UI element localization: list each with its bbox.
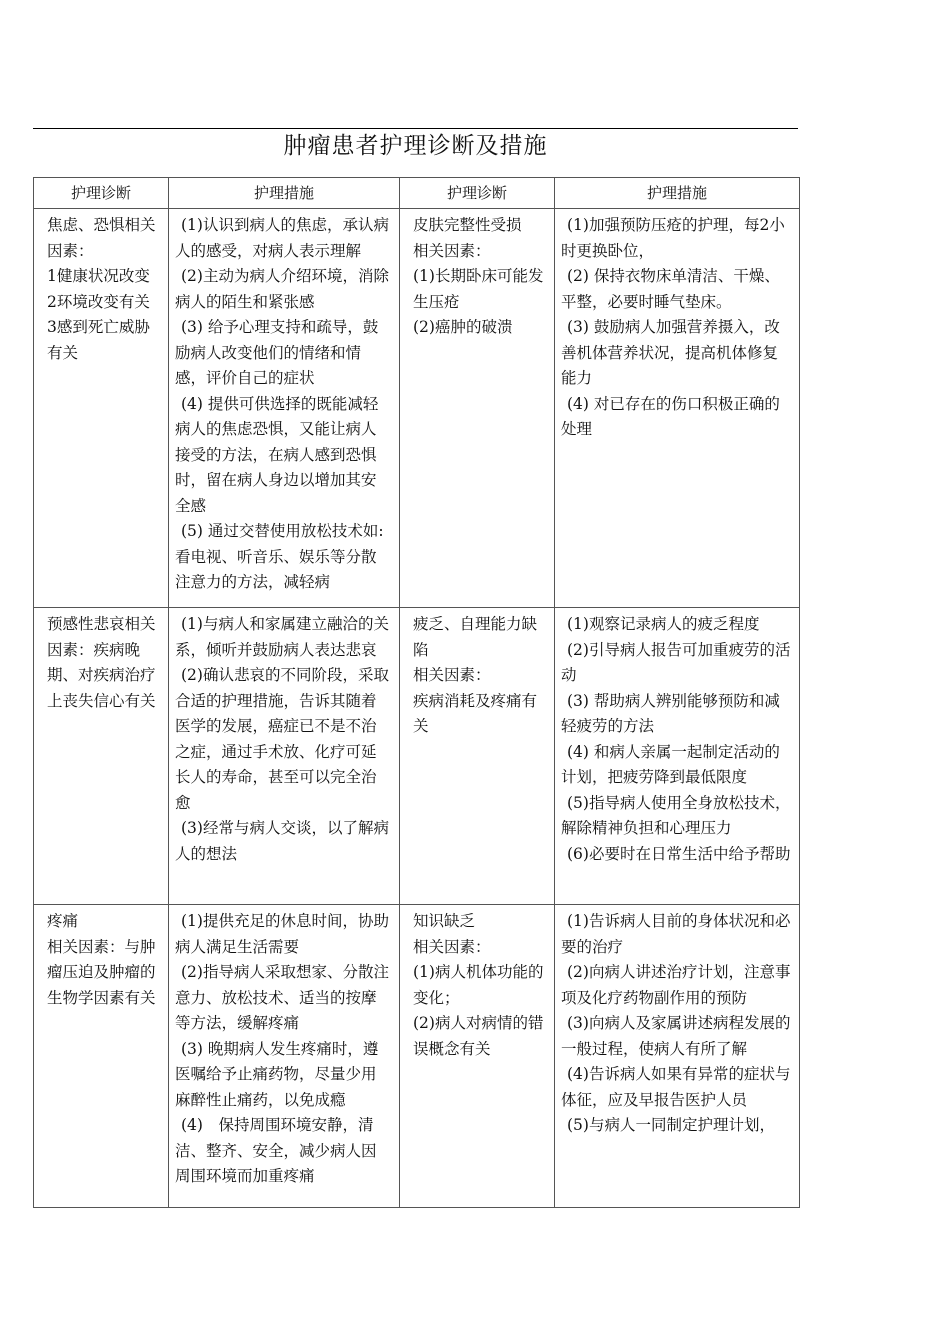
header-row — [34, 178, 800, 209]
measure-item: (2)指导病人采取想家、分散注意力、放松技术、适当的按摩等方法，缓解疼痛 — [175, 963, 389, 1032]
measure-item: (4) 提供可供选择的既能减轻病人的焦虑恐惧，又能让病人接受的方法，在病人感到恐惧时，留在病人身边以增加其安全感 — [175, 394, 379, 515]
measures-cell — [169, 608, 399, 867]
measure-item: (1)加强预防压疮的护理，每2小时更换卧位， — [561, 216, 785, 260]
diagnosis-line: 2环境改变有关 — [47, 292, 150, 311]
measure-item: (5)与病人一同制定护理计划， — [567, 1116, 775, 1134]
measure-item: (3) 鼓励病人加强营养摄入，改善机体营养状况，提高机体修复能力 — [561, 318, 780, 387]
measure-item: (1)认识到病人的焦虑，承认病人的感受，对病人表示理解 — [175, 216, 389, 260]
diagnosis-cell — [34, 905, 168, 1011]
measure-item: (4)告诉病人如果有异常的症状与体征，应及早报告医护人员 — [561, 1065, 791, 1109]
diagnosis-line: 疼痛 — [47, 912, 79, 930]
measure-item: (2) 保持衣物床单清洁、干燥、平整，必要时睡气垫床。 — [561, 267, 780, 311]
diagnosis-line: (1)长期卧床可能发生压疮 — [413, 267, 544, 311]
diagnosis-cell — [34, 608, 168, 714]
diagnosis-line: 相关因素：与肿瘤压迫及肿瘤的生物学因素有关 — [47, 937, 156, 1007]
diagnosis-line: 疾病消耗及疼痛有关 — [413, 691, 538, 735]
table-row — [34, 608, 800, 905]
diagnosis-line: (2)病人对病情的错误概念有关 — [413, 1014, 544, 1058]
diagnosis-line: 相关因素： — [413, 666, 491, 684]
measure-item: (2)确认悲哀的不同阶段，采取合适的护理措施，告诉其随着医学的发展，癌症已不是不治之症，通过手术放、化疗可延长人的寿命，甚至可以完全治愈 — [175, 666, 389, 812]
table-row — [34, 905, 800, 1208]
measures-cell — [555, 608, 799, 867]
measure-item: (6)必要时在日常生活中给予帮助 — [567, 844, 791, 863]
diagnosis-line: (2)癌肿的破溃 — [413, 318, 513, 336]
header-measures-1: 护理措施 — [169, 178, 400, 209]
measure-item: (5) 通过交替使用放松技术如:看电视、听音乐、娱乐等分散注意力的方法，减轻病 — [175, 522, 384, 591]
measures-cell — [169, 905, 399, 1190]
diagnosis-cell — [400, 608, 554, 740]
diagnosis-line: 预感性悲哀相关因素：疾病晚期、对疾病治疗上丧失信心有关 — [47, 615, 156, 710]
diagnosis-line: 1健康状况改变 — [47, 267, 150, 285]
diagnosis-line: 疲乏、自理能力缺陷 — [413, 615, 538, 659]
nursing-table — [33, 177, 800, 1208]
diagnosis-line: 3感到死亡威胁有关 — [47, 318, 150, 362]
measure-item: (4) 对已存在的伤口积极正确的处理 — [561, 394, 780, 438]
measure-item: (3)向病人及家属讲述病程发展的一般过程，使病人有所了解 — [561, 1014, 791, 1058]
measure-item: (1)观察记录病人的疲乏程度 — [567, 615, 760, 633]
diagnosis-cell — [34, 209, 168, 366]
diagnosis-cell — [400, 905, 554, 1062]
measure-item: (3) 晚期病人发生疼痛时，遵医嘱给予止痛药物，尽量少用麻醉性止痛药，以免成瘾 — [175, 1039, 379, 1109]
diagnosis-cell — [400, 209, 554, 341]
diagnosis-line: 相关因素： — [413, 241, 491, 260]
header-measures-2: 护理措施 — [555, 178, 800, 209]
diagnosis-line: 焦虑、恐惧相关因素： — [47, 216, 156, 260]
diagnosis-line: 知识缺乏 — [413, 912, 476, 930]
diagnosis-line: (1)病人机体功能的变化； — [413, 963, 544, 1007]
measure-item: (3)经常与病人交谈，以了解病人的想法 — [175, 819, 389, 863]
header-diagnosis-1: 护理诊断 — [34, 178, 169, 209]
table-row — [34, 209, 800, 608]
measure-item: (2)引导病人报告可加重疲劳的活动 — [561, 640, 791, 684]
measures-cell — [169, 209, 399, 596]
measure-item: (2)主动为病人介绍环境，消除病人的陌生和紧张感 — [175, 267, 389, 311]
measures-cell — [555, 905, 799, 1139]
page-title: 肿瘤患者护理诊断及措施 — [283, 133, 548, 159]
measure-item: (1)告诉病人目前的身体状况和必要的治疗 — [561, 912, 791, 956]
measure-item: (1)提供充足的休息时间，协助病人满足生活需要 — [175, 912, 389, 956]
measure-item: (4) 保持周围环境安静，清洁、整齐、安全，减少病人因周围环境而加重疼痛 — [175, 1116, 377, 1185]
diagnosis-line: 相关因素： — [413, 937, 491, 956]
measure-item: (4) 和病人亲属一起制定活动的计划，把疲劳降到最低限度 — [561, 742, 780, 786]
measure-item: (2)向病人讲述治疗计划，注意事项及化疗药物副作用的预防 — [561, 963, 791, 1007]
diagnosis-line: 皮肤完整性受损 — [413, 216, 522, 234]
measure-item: (3) 帮助病人辨别能够预防和减轻疲劳的方法 — [561, 691, 780, 735]
measure-item: (1)与病人和家属建立融洽的关系，倾听并鼓励病人表达悲哀 — [175, 615, 389, 659]
measure-item: (3) 给予心理支持和疏导，鼓励病人改变他们的情绪和情感，评价自己的症状 — [175, 318, 379, 387]
measures-cell — [555, 209, 799, 443]
header-diagnosis-2: 护理诊断 — [400, 178, 555, 209]
measure-item: (5)指导病人使用全身放松技术，解除精神负担和心理压力 — [561, 793, 791, 837]
top-rule — [33, 128, 798, 129]
